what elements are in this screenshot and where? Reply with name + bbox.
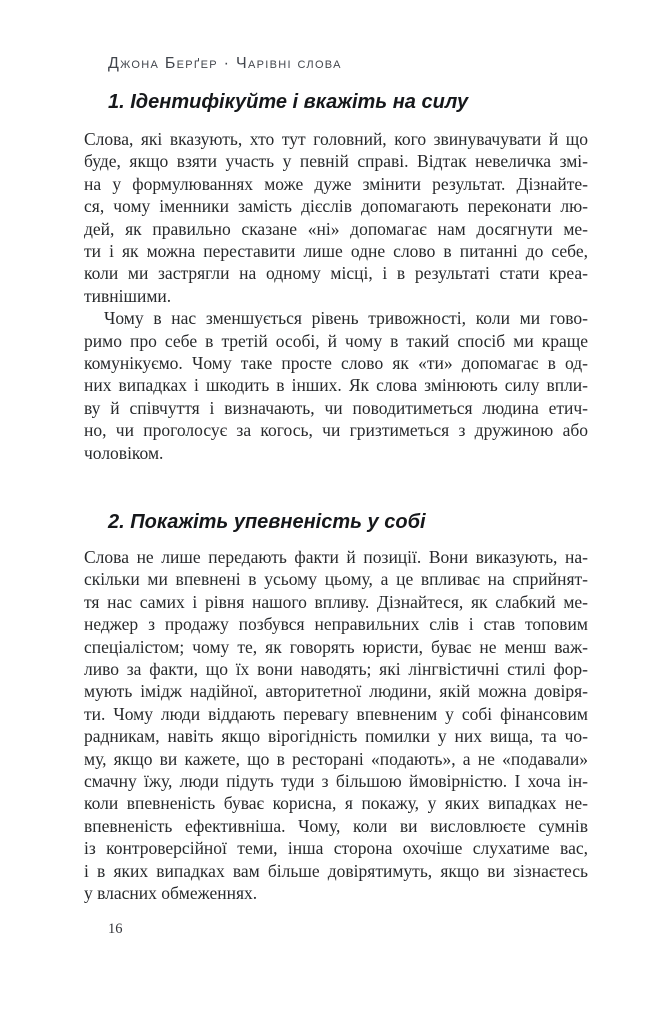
section-heading-2: 2. Покажіть упевненість у собі (108, 511, 426, 533)
text-line: ливо за факти, що їх вони наводять; які лінгвістичні стилі фор- (84, 659, 588, 680)
text-line: на у формулюваннях може дуже змінити результат. Дізнайте- (84, 173, 588, 194)
text-line: дей, як правильно сказане «ні» допомагає нам досягнути ме- (84, 218, 588, 239)
paragraph-2 (84, 307, 588, 464)
text-line: буде, якщо взяти участь у певній справі. Відтак невеличка змі- (84, 151, 588, 172)
text-line: у власних обмеженнях. (84, 883, 258, 904)
running-header: Джона Берґер · Чарівні слова (108, 55, 342, 72)
paragraph-1 (84, 128, 588, 307)
text-line: ти і як можна переставити лише одне слово в питанні до себе, (84, 241, 588, 262)
text-line: но, чи проголосує за когось, чи гризтиметься з дружиною або (84, 420, 588, 441)
text-line: ся, чому іменники замість дієслів допомагають переконати лю- (84, 196, 588, 217)
text-line: Слова, які вказують, хто тут головний, кого звинувачувати й що (84, 129, 588, 149)
text-line: комунікуємо. Чому таке просте слово як «ти» допомагає в од- (84, 353, 588, 374)
text-line: спеціалістом; чому те, як говорять юристи, буває не менш важ- (84, 636, 588, 657)
text-block-section-1 (84, 128, 588, 464)
text-line: них випадках і шкодить в інших. Як слова змінюють силу впли- (84, 375, 588, 396)
text-line: тя нас самих і рівня нашого впливу. Дізнайтеся, як слабкий ме- (84, 591, 588, 612)
text-line: коли впевненість буває корисна, я покажу, у яких випадках не- (84, 793, 588, 814)
text-line: Слова не лише передають факти й позиції. Вони виказують, на- (84, 547, 588, 567)
paragraph-3 (84, 546, 588, 905)
text-line: ву й співчуття і визначають, чи поводитиметься людина етич- (84, 397, 588, 418)
text-line: скільки ми впевнені в усьому цьому, а це впливає на сприйнят- (84, 569, 588, 590)
text-line: коли ми застрягли на одному місці, і в результаті стати креа- (84, 263, 588, 284)
page-number: 16 (108, 921, 123, 937)
text-line: смачну їжу, люди підуть туди з більшою ймовірністю. І хоча ін- (84, 771, 588, 792)
text-line: із контроверсійної теми, інша сторона охочіше слухатиме вас, (84, 838, 588, 859)
text-line: радникам, навіть якщо вірогідність помилки у них вища, та чо- (84, 726, 588, 747)
section-heading-1: 1. Ідентифікуйте і вкажіть на силу (108, 91, 469, 113)
text-line: і в яких випадках вам більше довірятимуть, якщо ви зізнаєтесь (84, 860, 588, 881)
text-line: Чому в нас зменшується рівень тривожності, коли ми гово- (104, 308, 588, 329)
text-line: впевненість ефективніша. Чому, коли ви висловлюєте сумнів (84, 815, 588, 836)
text-line: чоловіком. (84, 442, 164, 463)
text-line: ти. Чому люди віддають перевагу впевненим у собі фінансовим (84, 703, 588, 724)
text-line: мують імідж надійної, авторитетної людини, якій можна довіря- (84, 681, 588, 702)
text-line: неджер з продажу позбувся неправильних слів і став топовим (84, 614, 588, 635)
text-line: римо про себе в третій особі, й чому в такий спосіб ми краще (84, 330, 588, 351)
text-line: му, якщо ви кажете, що в ресторані «подають», а не «подавали» (84, 748, 588, 769)
text-block-section-2 (84, 546, 588, 905)
text-line: тивнішими. (84, 285, 172, 306)
